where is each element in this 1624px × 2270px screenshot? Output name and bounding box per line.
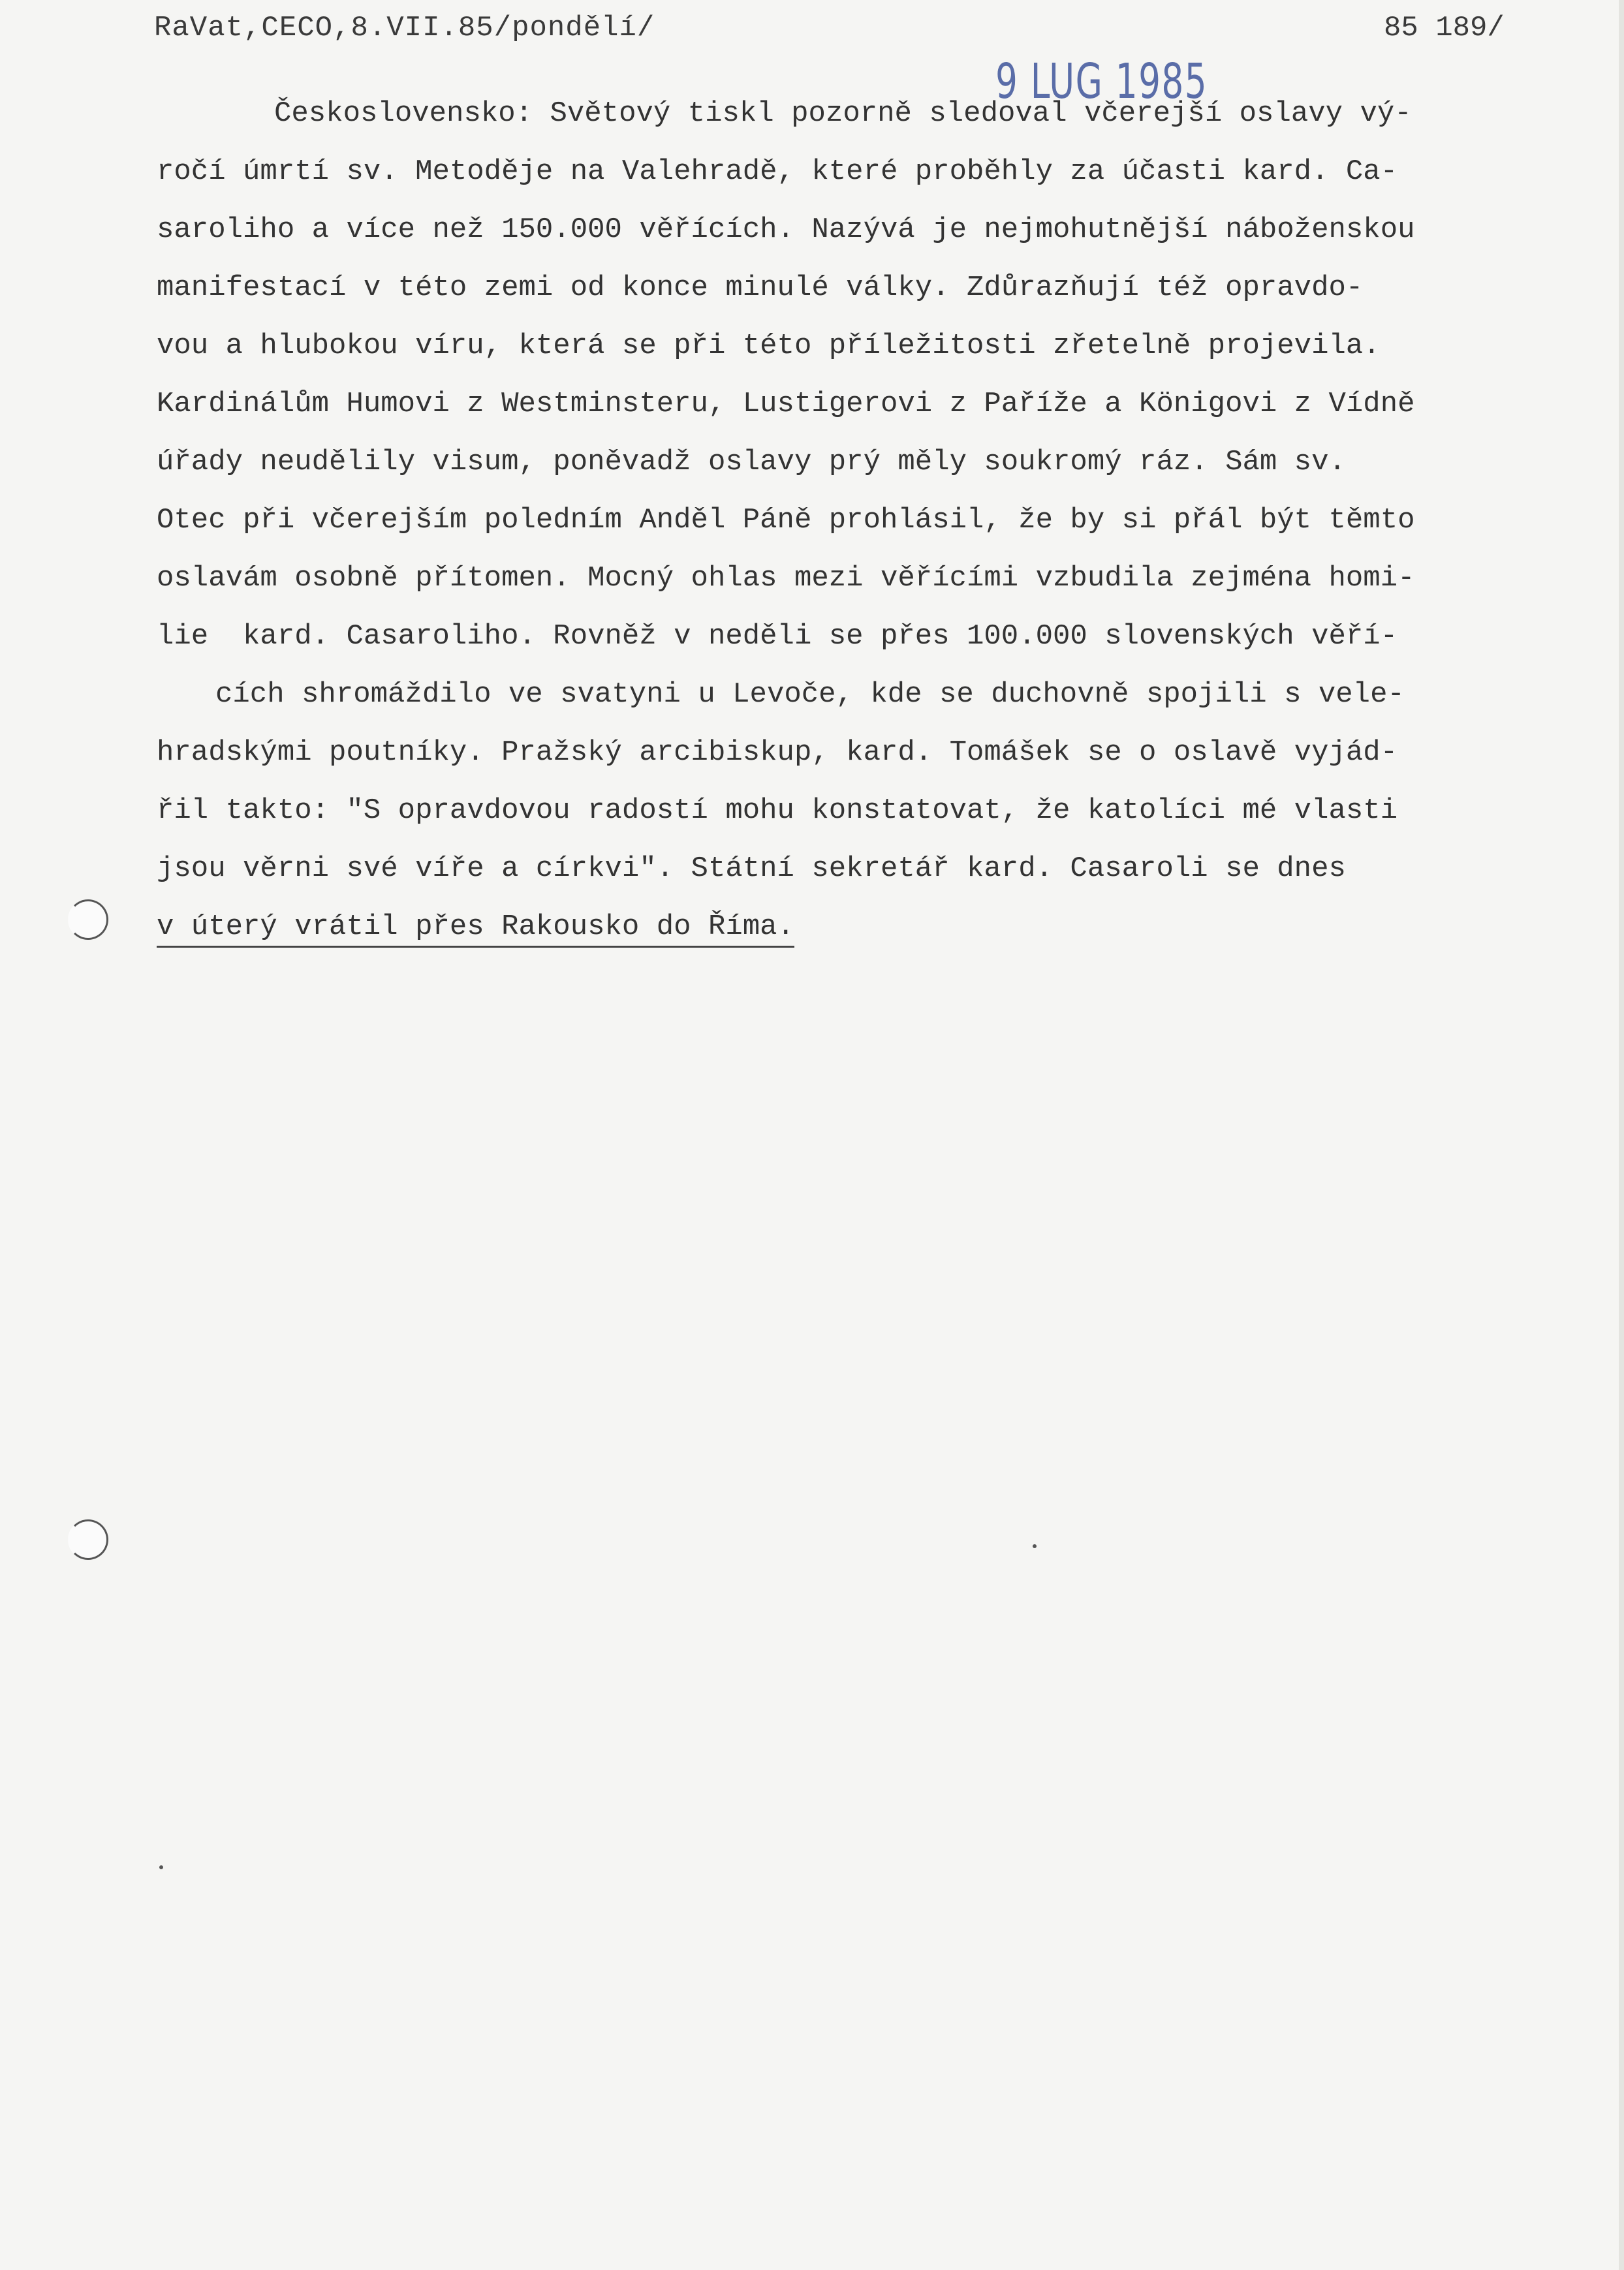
text-line: Kardinálům Humovi z Westminsteru, Lustigerovi z Paříže a Königovi z Vídně xyxy=(157,388,1415,420)
text-line: ročí úmrtí sv. Metoděje na Valehradě, které proběhly za účasti kard. Ca- xyxy=(157,155,1398,188)
text-line: úřady neudělily visum, poněvadž oslavy prý měly soukromý ráz. Sám sv. xyxy=(157,446,1346,478)
header-reference: RaVat,CECO,8.VII.85/pondělí/ xyxy=(154,12,655,44)
page-edge xyxy=(1619,0,1624,2270)
text-line: manifestací v této zemi od konce minulé války. Zdůrazňují též opravdo- xyxy=(157,272,1364,304)
text-line: saroliho a více než 150.000 věřících. Nazývá je nejmohutnější náboženskou xyxy=(157,213,1415,246)
paper-speck xyxy=(159,1865,163,1869)
text-line: lie kard. Casaroliho. Rovněž v neděli se přes 100.000 slovenských věří- xyxy=(157,620,1398,653)
text-line: jsou věrni své víře a církvi". Státní sekretář kard. Casaroli se dnes xyxy=(157,852,1346,885)
text-line: cích shromáždilo ve svatyni u Levoče, kde se duchovně spojili s vele- xyxy=(215,678,1405,711)
text-line-underlined xyxy=(157,898,1619,956)
underlined-sentence: v úterý vrátil přes Rakousko do Říma. xyxy=(157,910,794,948)
punch-hole xyxy=(68,1519,108,1560)
text-line: oslavám osobně přítomen. Mocný ohlas mezi věřícími vzbudila zejména homi- xyxy=(157,562,1415,595)
header-number: 85 189/ xyxy=(1384,12,1505,44)
paper-speck xyxy=(1033,1544,1037,1548)
text-line: hradskými poutníky. Pražský arcibiskup, kard. Tomášek se o oslavě vyjád- xyxy=(157,736,1398,769)
text-line: Československo: Světový tiskl pozorně sledoval včerejší oslavy vý- xyxy=(274,97,1412,130)
text-line: vou a hlubokou víru, která se při této příležitosti zřetelně projevila. xyxy=(157,330,1381,362)
body-text xyxy=(157,85,1619,956)
punch-hole xyxy=(68,899,108,940)
date-stamp: 9 LUG 1985 xyxy=(995,54,1208,110)
text-line: řil takto: "S opravdovou radostí mohu konstatovat, že katolíci mé vlasti xyxy=(157,794,1398,827)
text-line: Otec při včerejším poledním Anděl Páně prohlásil, že by si přál být těmto xyxy=(157,504,1415,536)
